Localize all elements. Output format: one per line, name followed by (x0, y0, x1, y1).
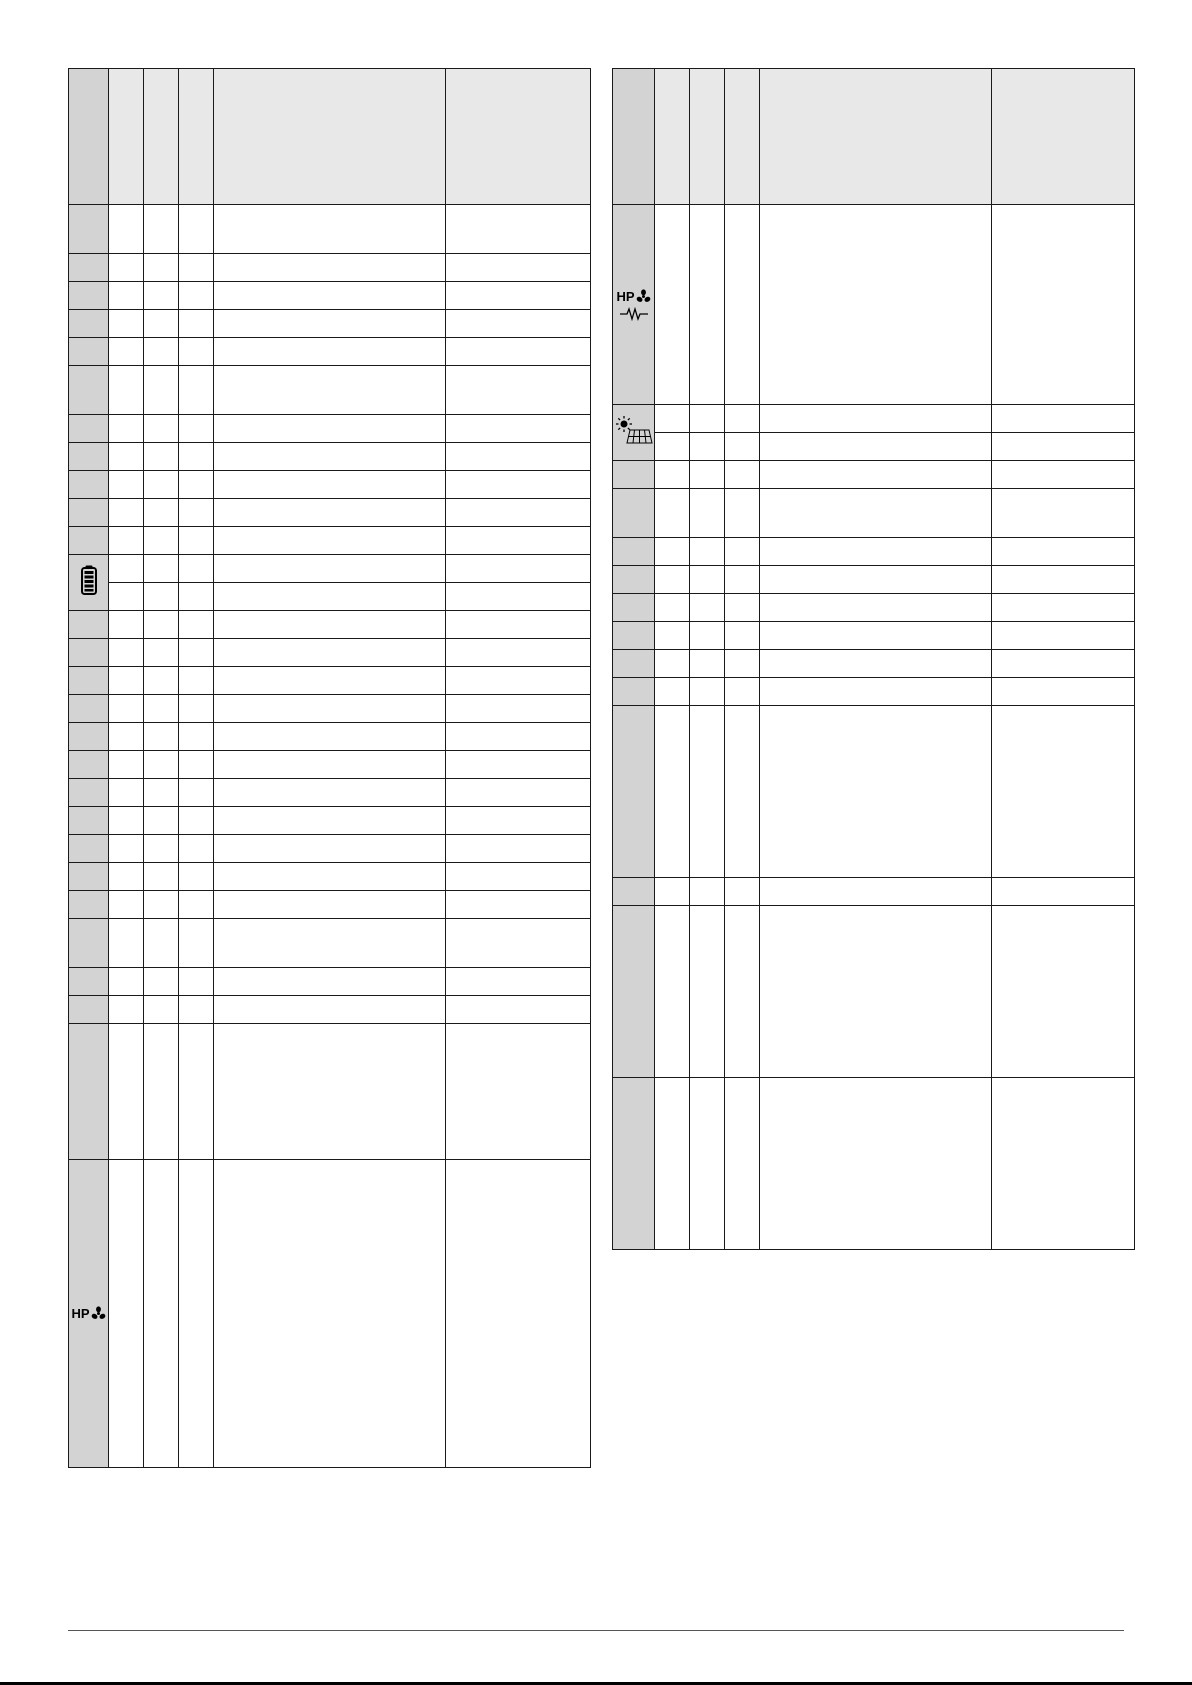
icon-cell (69, 205, 109, 254)
icon-cell (69, 443, 109, 471)
table-header-row (69, 69, 591, 205)
icon-cell (69, 779, 109, 807)
icon-cell (69, 807, 109, 835)
table-row (613, 650, 1135, 678)
icon-cell (69, 751, 109, 779)
icon-cell (69, 835, 109, 863)
icon-cell (613, 594, 655, 622)
table-row (613, 461, 1135, 489)
icon-cell (613, 1078, 655, 1250)
icon-cell (69, 310, 109, 338)
icon-cell (69, 471, 109, 499)
table-header-row (613, 69, 1135, 205)
solar-panel-icon-cell (613, 405, 655, 461)
table-row (69, 499, 591, 527)
table-row (613, 594, 1135, 622)
table-row (69, 443, 591, 471)
fan-icon (636, 289, 651, 304)
icon-cell (69, 366, 109, 415)
icon-cell (613, 566, 655, 594)
table-row (69, 555, 591, 583)
icon-cell (613, 678, 655, 706)
header-cell (992, 69, 1135, 205)
icon-cell (613, 906, 655, 1078)
table-row (613, 878, 1135, 906)
table-row (69, 835, 591, 863)
table-row (613, 433, 1135, 461)
table-row (69, 471, 591, 499)
table-row (613, 538, 1135, 566)
icon-cell (613, 538, 655, 566)
icon-cell (613, 489, 655, 538)
header-cell (179, 69, 214, 205)
header-cell (144, 69, 179, 205)
icon-cell (69, 695, 109, 723)
header-cell (214, 69, 446, 205)
table-row (69, 611, 591, 639)
icon-cell (69, 639, 109, 667)
table-row (69, 205, 591, 254)
icon-cell (69, 667, 109, 695)
heat-pump-icon-cell (69, 1160, 109, 1468)
header-cell (655, 69, 690, 205)
table-row (69, 366, 591, 415)
icon-cell (69, 723, 109, 751)
header-cell (725, 69, 760, 205)
table-row (69, 527, 591, 555)
battery-icon-cell (69, 555, 109, 611)
header-cell (760, 69, 992, 205)
icon-cell (613, 878, 655, 906)
table-row (69, 996, 591, 1024)
icon-cell (613, 650, 655, 678)
heat-pump-icon (616, 289, 650, 304)
table-row (613, 489, 1135, 538)
table-row (69, 639, 591, 667)
table-row (69, 919, 591, 968)
solar-panel-icon (615, 415, 653, 445)
heating-element-icon (619, 307, 649, 321)
table-row (69, 1160, 591, 1468)
table-row (613, 405, 1135, 433)
table-row (69, 282, 591, 310)
icon-cell (613, 622, 655, 650)
table-row (69, 667, 591, 695)
icon-cell (613, 706, 655, 878)
table-row (69, 968, 591, 996)
table-row (69, 779, 591, 807)
heat-pump-label: HP (71, 1305, 90, 1321)
icon-cell (69, 338, 109, 366)
header-cell (690, 69, 725, 205)
table-row (613, 906, 1135, 1078)
parameter-table-left (68, 68, 591, 1468)
table-row (69, 583, 591, 611)
icon-cell (69, 996, 109, 1024)
icon-cell (69, 891, 109, 919)
parameter-table-right (612, 68, 1135, 1250)
heat-pump-label: HP (616, 289, 635, 304)
table-row (69, 1024, 591, 1160)
table-row (69, 415, 591, 443)
heat-pump-icon (71, 1306, 105, 1321)
icon-cell (69, 282, 109, 310)
icon-cell (69, 499, 109, 527)
icon-cell (69, 611, 109, 639)
table-row (613, 1078, 1135, 1250)
table-row (613, 622, 1135, 650)
table-row (69, 338, 591, 366)
table-row (69, 695, 591, 723)
table-row (613, 566, 1135, 594)
table-row (69, 891, 591, 919)
icon-cell (69, 968, 109, 996)
icon-cell (613, 461, 655, 489)
icon-cell (69, 919, 109, 968)
header-cell (109, 69, 144, 205)
icon-cell (69, 527, 109, 555)
icon-cell (69, 254, 109, 282)
footer-rule (68, 1630, 1124, 1631)
fan-icon (91, 1306, 106, 1321)
table-row (613, 205, 1135, 405)
table-row (69, 723, 591, 751)
header-cell (69, 69, 109, 205)
icon-cell (69, 415, 109, 443)
table-row (69, 863, 591, 891)
table-row (613, 678, 1135, 706)
heat-pump-heating-icon-cell (613, 205, 655, 405)
table-row (69, 751, 591, 779)
table-row (69, 807, 591, 835)
header-cell (446, 69, 591, 205)
header-cell (613, 69, 655, 205)
table-row (69, 310, 591, 338)
battery-icon (81, 565, 97, 595)
icon-cell (69, 1024, 109, 1160)
table-row (613, 706, 1135, 878)
table-row (69, 254, 591, 282)
icon-cell (69, 863, 109, 891)
